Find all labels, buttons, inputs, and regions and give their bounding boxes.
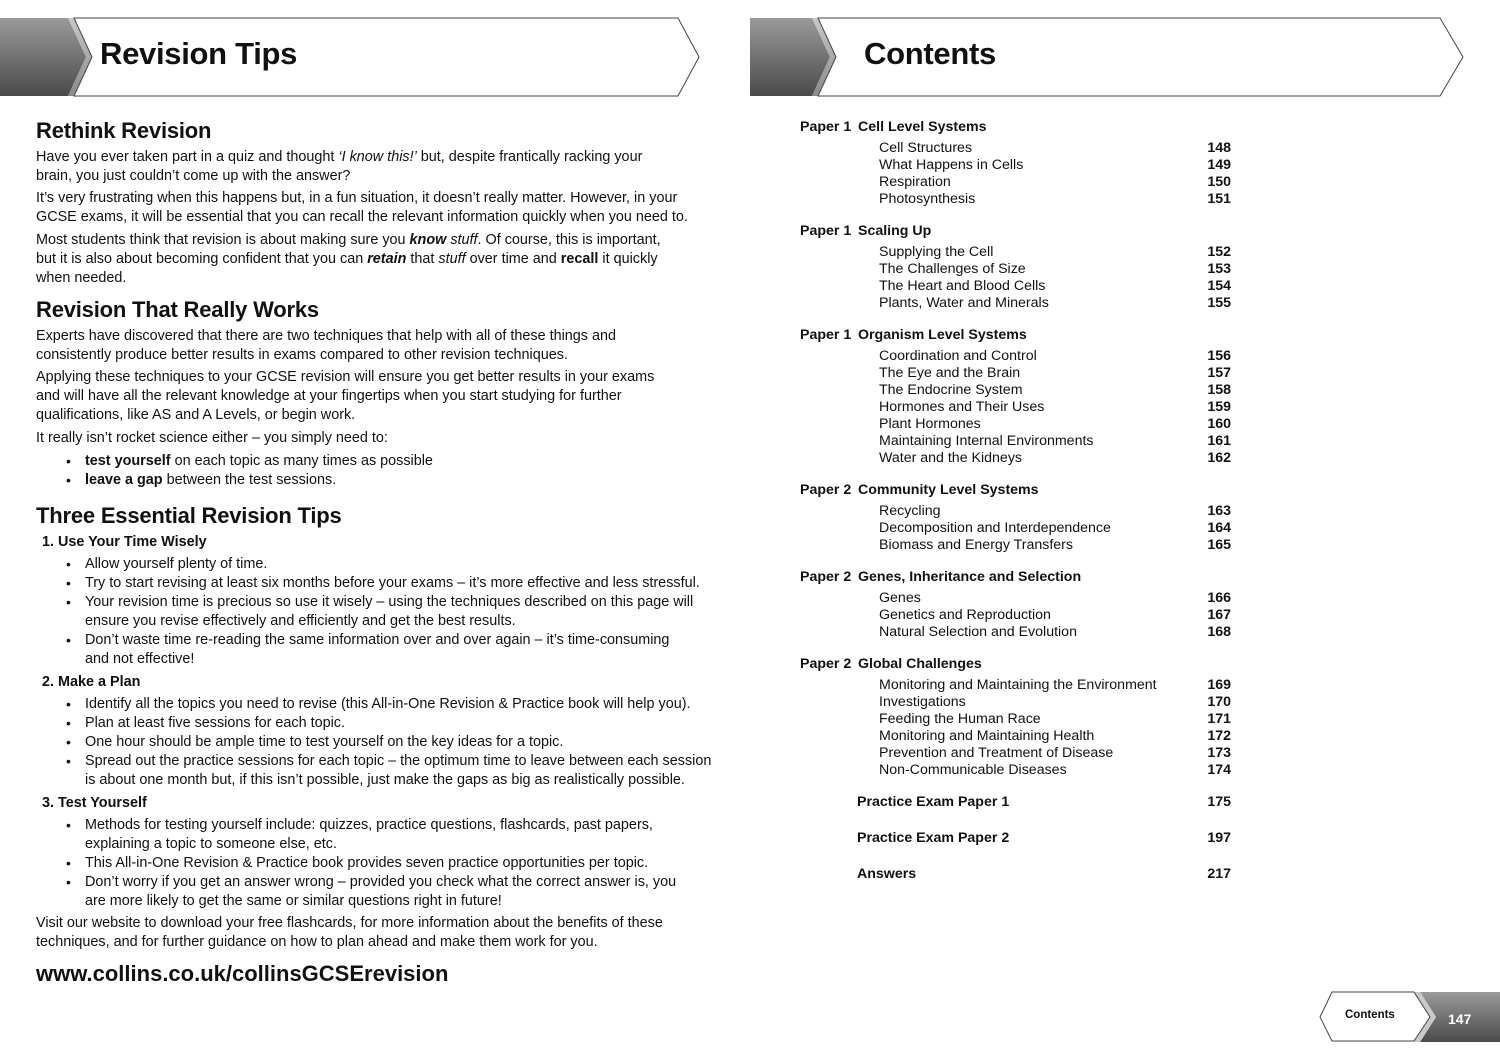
paper-label: Paper 2	[800, 656, 852, 672]
text: between the test sessions.	[162, 472, 337, 488]
toc-entry[interactable]: Natural Selection and Evolution	[879, 624, 1077, 640]
bullet-glyph: •	[66, 472, 71, 488]
toc-page-number: 217	[1207, 866, 1231, 882]
bullet-glyph: •	[66, 453, 71, 469]
tip-2-heading: 2. Make a Plan	[42, 674, 141, 690]
tip-3-bullet: Methods for testing yourself include: quizzes, practice questions, flashcards, past papers,	[85, 817, 653, 833]
toc-entry[interactable]: Genes	[879, 590, 921, 606]
toc-entry[interactable]: Biomass and Energy Transfers	[879, 537, 1073, 553]
toc-entry[interactable]: Water and the Kidneys	[879, 450, 1023, 466]
page-number: 147	[1448, 1011, 1472, 1027]
bullet-glyph: •	[66, 632, 71, 648]
text: that	[406, 251, 439, 267]
toc-entry[interactable]: Prevention and Treatment of Disease	[879, 745, 1114, 761]
bullet-leave-gap	[85, 471, 715, 490]
contents-title: Contents	[864, 36, 996, 71]
toc-entry[interactable]: Feeding the Human Race	[879, 711, 1041, 727]
toc-entry[interactable]: Monitoring and Maintaining the Environment	[879, 677, 1157, 693]
page-title: Revision Tips	[100, 36, 298, 71]
tip-1-heading: 1. Use Your Time Wisely	[42, 534, 207, 550]
toc-page-number: 150	[1207, 174, 1231, 190]
toc-page-number: 166	[1207, 590, 1231, 606]
bullet-glyph: •	[66, 575, 71, 591]
tip-1-bullet: Try to start revising at least six months before your exams – it’s more effective and less stressful.	[85, 575, 700, 591]
text: brain, you just couldn’t come up with the answer?	[36, 168, 351, 184]
toc-entry[interactable]: Supplying the Cell	[879, 244, 994, 260]
tip-3-bullet: Don’t worry if you get an answer wrong – provided you check what the correct answer is, you	[85, 874, 677, 890]
toc-page-number: 170	[1207, 694, 1231, 710]
toc-page-number: 154	[1207, 278, 1231, 294]
bold-italic-text: retain	[367, 251, 407, 267]
paper-label: Paper 2	[800, 482, 852, 498]
bullet-glyph: •	[66, 594, 71, 610]
italic-text: stuff	[450, 232, 478, 248]
paper-label: Paper 1	[800, 327, 852, 343]
toc-entry[interactable]: Genetics and Reproduction	[879, 607, 1051, 623]
italic-text: stuff	[438, 251, 466, 267]
toc-entry[interactable]: What Happens in Cells	[879, 157, 1024, 173]
text: it quickly	[598, 251, 658, 267]
text: Most students think that revision is about making sure you	[36, 232, 410, 248]
section-title: Scaling Up	[858, 223, 932, 239]
paragraph-frustrating	[36, 189, 706, 227]
toc-extra-entry[interactable]: Answers	[857, 866, 917, 882]
toc-page-number: 155	[1207, 295, 1231, 311]
tip-2-bullet: Identify all the topics you need to revise (this All-in-One Revision & Practice book will help you).	[85, 696, 691, 712]
toc-page-number: 148	[1207, 140, 1231, 156]
bullet-glyph: •	[66, 753, 71, 769]
heading-revision-that-works: Revision That Really Works	[36, 297, 319, 322]
left-header-banner	[0, 0, 702, 96]
tip-1-bullet-continued: and not effective!	[85, 651, 195, 667]
toc-page-number: 163	[1207, 503, 1231, 519]
toc-page-number: 173	[1207, 745, 1231, 761]
text: Experts have discovered that there are two techniques that help with all of these things and	[36, 328, 616, 344]
toc-entry[interactable]: Decomposition and Interdependence	[879, 520, 1111, 536]
section-title: Community Level Systems	[858, 482, 1039, 498]
text: techniques, and for further guidance on how to plan ahead and make them work for you.	[36, 934, 598, 950]
toc-page-number: 160	[1207, 416, 1231, 432]
toc-entry[interactable]: Plant Hormones	[879, 416, 981, 432]
toc-entry[interactable]: Hormones and Their Uses	[879, 399, 1045, 415]
tip-3-bullet: This All-in-One Revision & Practice book provides seven practice opportunities per topic.	[85, 855, 649, 871]
tip-1-bullet: Your revision time is precious so use it wisely – using the techniques described on this page will	[85, 594, 694, 610]
toc-entry[interactable]: Cell Structures	[879, 140, 973, 156]
bold-text: test yourself	[85, 453, 171, 469]
toc-entry[interactable]: Investigations	[879, 694, 966, 710]
bold-italic-text: know	[409, 232, 447, 248]
right-header-banner	[750, 0, 1466, 96]
toc-page-number: 157	[1207, 365, 1231, 381]
toc-page-number: 156	[1207, 348, 1231, 364]
bullet-glyph: •	[66, 855, 71, 871]
text: over time and	[465, 251, 561, 267]
bullet-glyph: •	[66, 734, 71, 750]
text: Visit our website to download your free flashcards, for more information about the benefits of these	[36, 915, 663, 931]
paper-label: Paper 1	[800, 119, 852, 135]
italic-text: ‘I know this!’	[338, 149, 417, 165]
tip-2-bullet: Spread out the practice sessions for each topic – the optimum time to leave between each session	[85, 753, 712, 769]
paragraph-visit-website	[36, 914, 706, 952]
toc-page-number: 159	[1207, 399, 1231, 415]
footer-section-label: Contents	[1345, 1009, 1395, 1021]
tip-1-bullet: Don’t waste time re-reading the same information over and over again – it’s time-consuming	[85, 632, 670, 648]
heading-three-tips: Three Essential Revision Tips	[36, 503, 342, 528]
toc-entry[interactable]: The Eye and the Brain	[879, 365, 1021, 381]
text: GCSE exams, it will be essential that you can recall the relevant information quickly when you need to.	[36, 209, 688, 225]
toc-page-number: 197	[1207, 830, 1231, 846]
bullet-glyph: •	[66, 874, 71, 890]
toc-extra-entry[interactable]: Practice Exam Paper 2	[857, 830, 1010, 846]
bold-text: recall	[560, 251, 599, 267]
text: but, despite frantically racking your	[416, 149, 643, 165]
paragraph-applying	[36, 368, 706, 425]
tip-2-bullet: One hour should be ample time to test yourself on the key ideas for a topic.	[85, 734, 564, 750]
toc-entry[interactable]: Photosynthesis	[879, 191, 976, 207]
heading-rethink-revision: Rethink Revision	[36, 118, 212, 143]
bullet-glyph: •	[66, 556, 71, 572]
website-link[interactable]: www.collins.co.uk/collinsGCSErevision	[36, 961, 449, 986]
section-title: Cell Level Systems	[858, 119, 987, 135]
tip-2-bullet-continued: is about one month but, if this isn’t possible, just make the gaps as big as realistically possible.	[85, 772, 685, 788]
toc-page-number: 149	[1207, 157, 1231, 173]
toc-page-number: 175	[1207, 794, 1231, 810]
paper-label: Paper 1	[800, 223, 852, 239]
toc-entry[interactable]: The Endocrine System	[879, 382, 1023, 398]
toc-page-number: 172	[1207, 728, 1231, 744]
toc-page-number: 169	[1207, 677, 1231, 693]
toc-entry[interactable]: Maintaining Internal Environments	[879, 433, 1094, 449]
toc-page-number: 151	[1207, 191, 1231, 207]
text: when needed.	[36, 270, 127, 286]
toc-extra-entry[interactable]: Practice Exam Paper 1	[857, 794, 1010, 810]
bold-text: leave a gap	[85, 472, 163, 488]
bullet-glyph: •	[66, 817, 71, 833]
tip-3-bullet-continued: are more likely to get the same or similar questions right in future!	[85, 893, 502, 909]
tip-1-bullet: Allow yourself plenty of time.	[85, 556, 268, 572]
section-title: Organism Level Systems	[858, 327, 1027, 343]
toc-page-number: 171	[1207, 711, 1231, 727]
toc-page-number: 158	[1207, 382, 1231, 398]
text: qualifications, like AS and A Levels, or begin work.	[36, 407, 356, 423]
toc-entry[interactable]: Monitoring and Maintaining Health	[879, 728, 1095, 744]
paragraph-know-stuff	[36, 231, 706, 288]
text: consistently produce better results in exams compared to other revision techniques.	[36, 347, 568, 363]
paragraph-experts	[36, 327, 706, 365]
toc-entry[interactable]: Non-Communicable Diseases	[879, 762, 1067, 778]
tip-2-bullet: Plan at least five sessions for each topic.	[85, 715, 345, 731]
bullet-glyph: •	[66, 715, 71, 731]
tip-3-heading: 3. Test Yourself	[42, 795, 147, 811]
text: Applying these techniques to your GCSE revision will ensure you get better results in your exams	[36, 369, 655, 385]
section-title: Genes, Inheritance and Selection	[858, 569, 1082, 585]
text: Have you ever taken part in a quiz and thought	[36, 149, 339, 165]
toc-page-number: 165	[1207, 537, 1231, 553]
tip-3-bullet-continued: explaining a topic to someone else, etc.	[85, 836, 337, 852]
toc-page-number: 153	[1207, 261, 1231, 277]
toc-page-number: 162	[1207, 450, 1231, 466]
tip-1-bullet-continued: ensure you revise effectively and efficiently and get the best results.	[85, 613, 516, 629]
toc-entry[interactable]: The Challenges of Size	[879, 261, 1026, 277]
toc-entry[interactable]: Plants, Water and Minerals	[879, 295, 1049, 311]
toc-page-number: 161	[1207, 433, 1231, 449]
toc-page-number: 164	[1207, 520, 1231, 536]
bullet-test-yourself	[85, 452, 715, 471]
text: but it is also about becoming confident that you can	[36, 251, 368, 267]
text: It’s very frustrating when this happens but, in a fun situation, it doesn’t really matter. However, in your	[36, 190, 678, 206]
toc-entry[interactable]: Respiration	[879, 174, 951, 190]
toc-entry[interactable]: The Heart and Blood Cells	[879, 278, 1046, 294]
paper-label: Paper 2	[800, 569, 852, 585]
paragraph-rocket-science: It really isn’t rocket science either – you simply need to:	[36, 430, 388, 446]
toc-page-number: 168	[1207, 624, 1231, 640]
section-title: Global Challenges	[858, 656, 982, 672]
toc-entry[interactable]: Recycling	[879, 503, 941, 519]
text: on each topic as many times as possible	[170, 453, 433, 469]
paragraph-quiz	[36, 148, 706, 186]
text: . Of course, this is important,	[477, 232, 661, 248]
toc-page-number: 167	[1207, 607, 1231, 623]
toc-entry[interactable]: Coordination and Control	[879, 348, 1037, 364]
text: and will have all the relevant knowledge at your fingertips when you start studying for further	[36, 388, 622, 404]
toc-page-number: 174	[1207, 762, 1231, 778]
toc-page-number: 152	[1207, 244, 1231, 260]
bullet-glyph: •	[66, 696, 71, 712]
